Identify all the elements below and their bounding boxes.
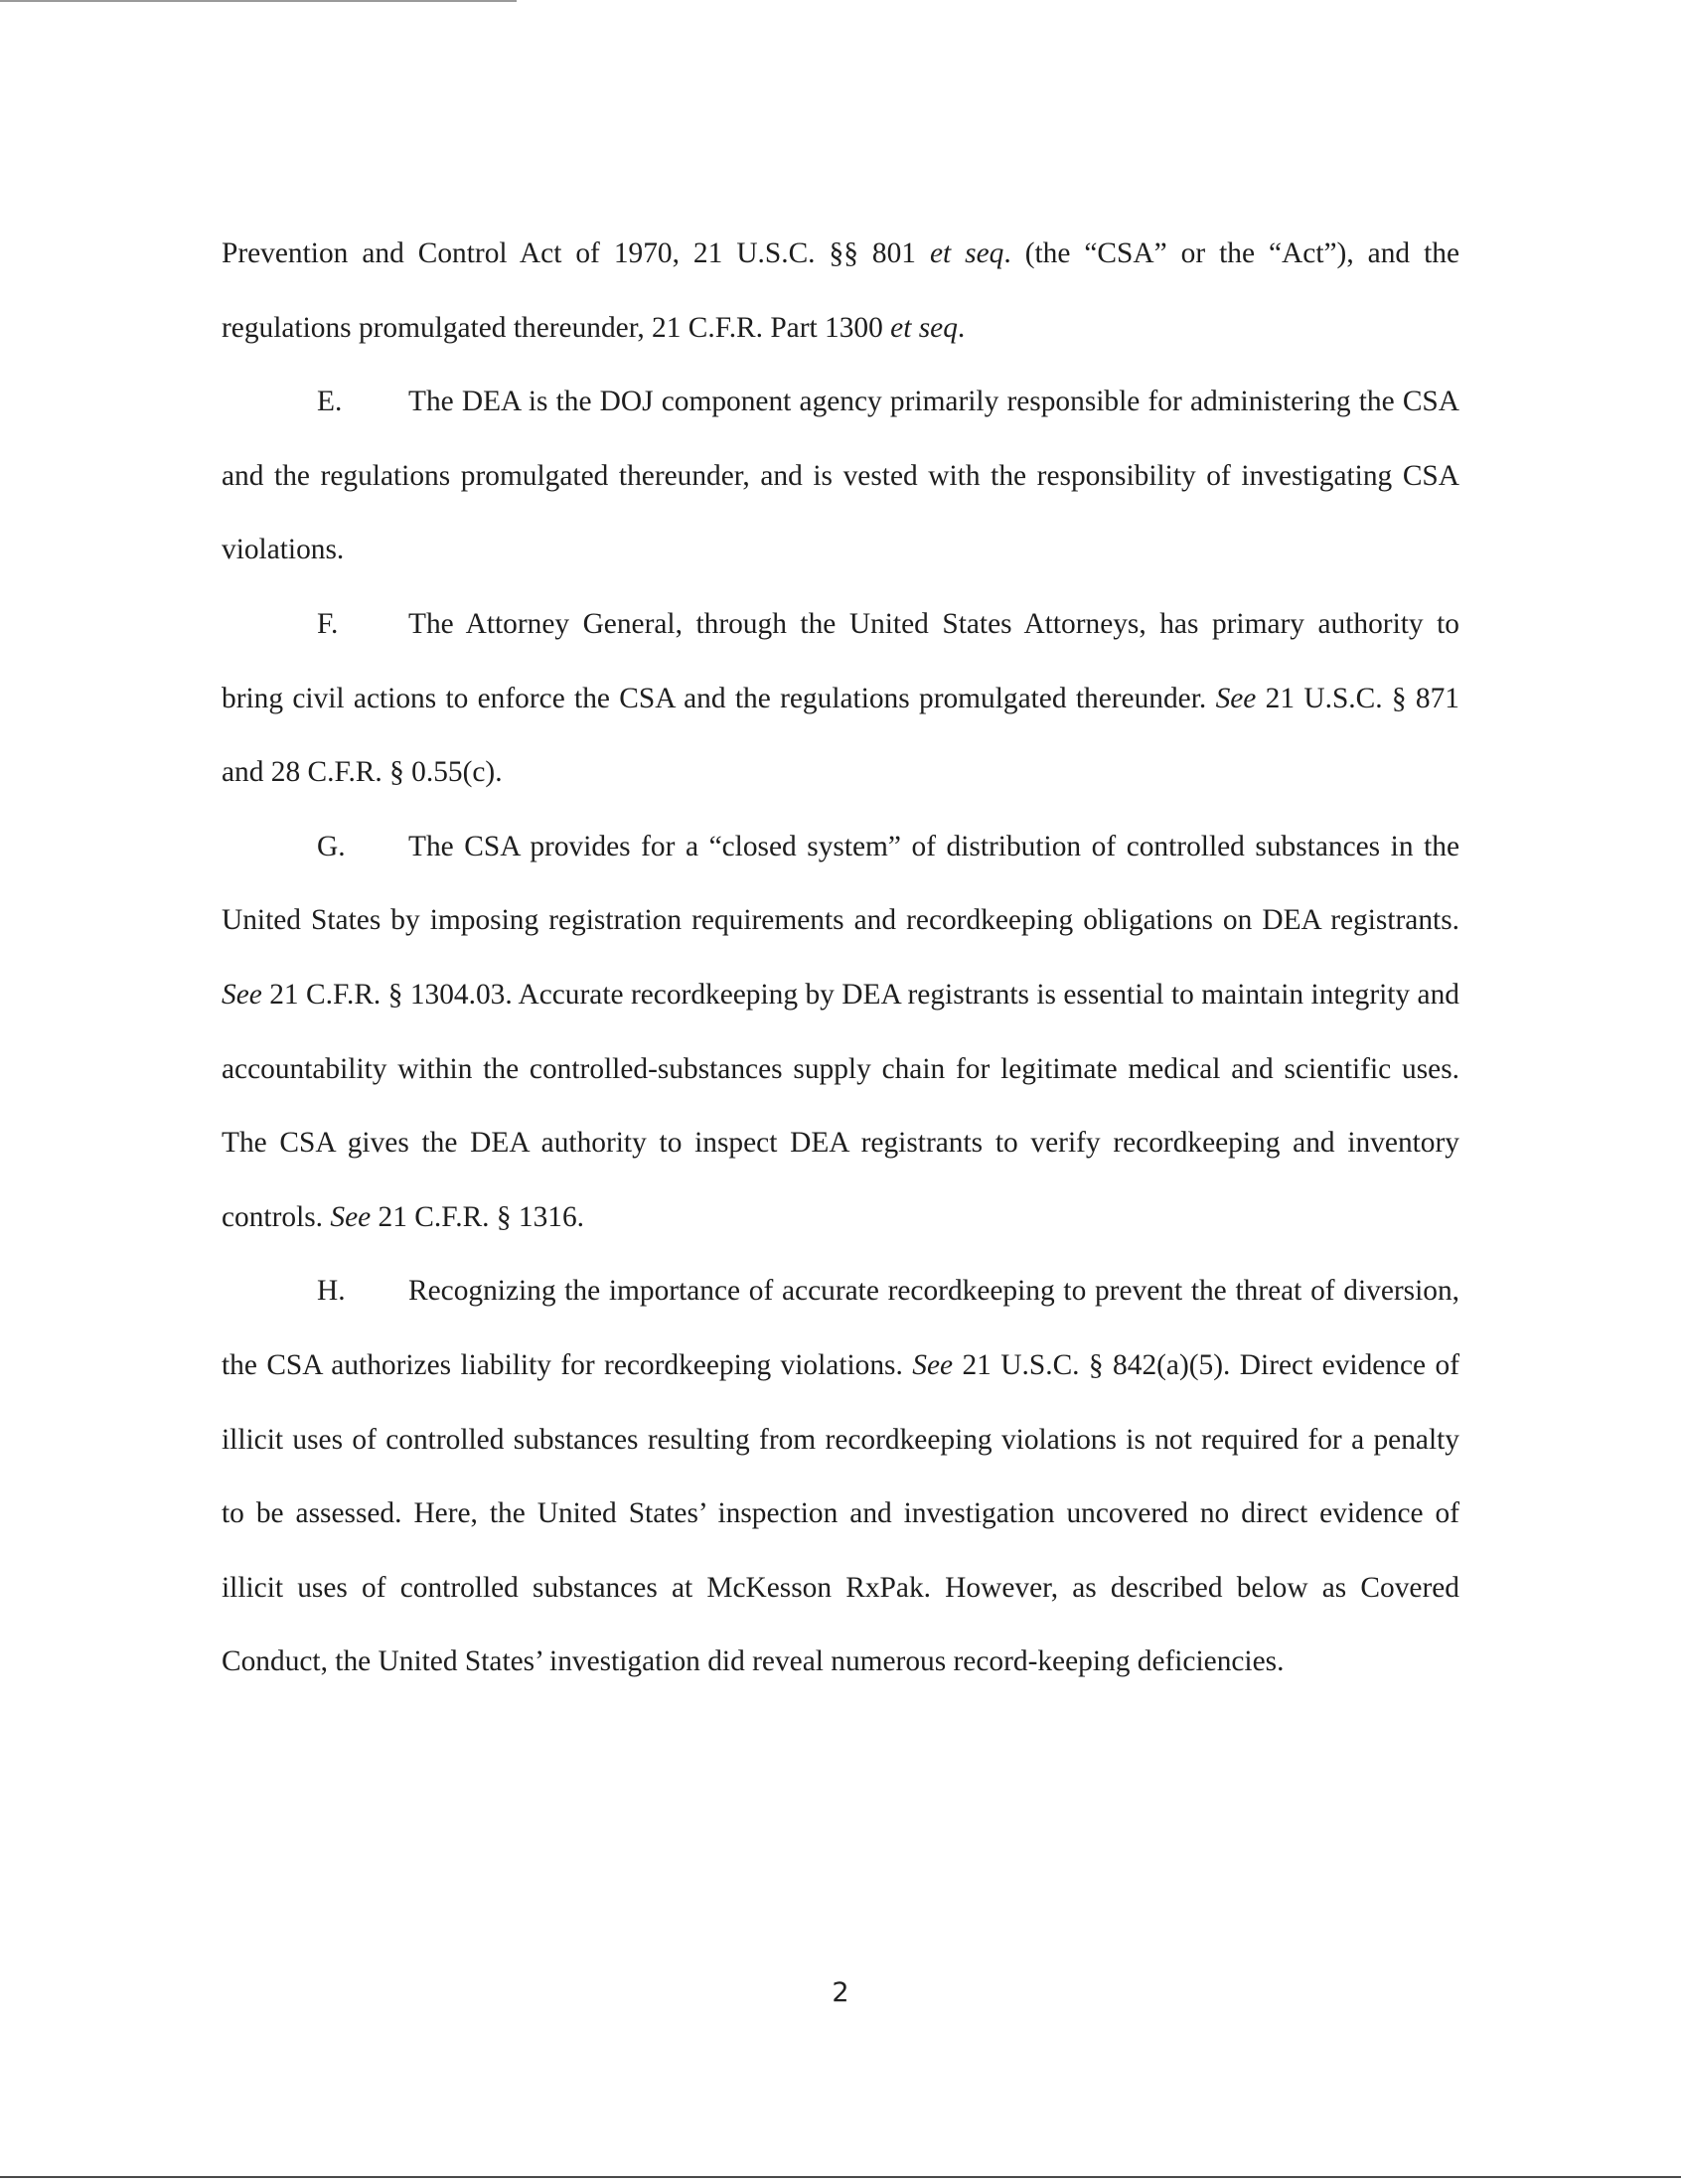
italic-citation: See: [330, 1200, 372, 1233]
text: . (the “CSA” or the “Act”), and the regulations promulgated thereunder, 21 C.F.R. Part 1300: [222, 237, 1459, 344]
paragraph-letter: H.: [317, 1275, 346, 1308]
paragraph-text: 21 C.F.R. § 1316.: [371, 1200, 585, 1233]
document-body: [222, 217, 1459, 1699]
italic-citation: See: [912, 1348, 954, 1381]
paragraph-text: 21 C.F.R. § 1304.03. Accurate recordkeeping by DEA registrants is essential to maintain integrity and accountability within the controlled-substances supply chain for legitimate medical and scientific uses. The CSA gives the DEA authority to inspect DEA registrants to verify recordkeeping and inventory controls.: [222, 978, 1459, 1233]
page-number: 2: [832, 1977, 849, 2008]
paragraph-g: [222, 810, 1459, 1255]
paragraph-f: [222, 587, 1459, 810]
continuation-paragraph: [222, 217, 1459, 365]
scan-edge-top: [0, 0, 517, 2]
paragraph-letter: E.: [317, 386, 343, 418]
paragraph-text: Recognizing the importance of accurate recordkeeping to prevent the threat of diversion, the CSA authorizes liability for recordkeeping violations.: [222, 1275, 1459, 1381]
paragraph-text: The DEA is the DOJ component agency primarily responsible for administering the CSA and the regulations promulgated thereunder, and is vested with the responsibility of investigating CSA violations.: [222, 386, 1459, 566]
italic-citation: See: [1215, 682, 1257, 714]
paragraph-letter: F.: [317, 607, 339, 640]
document-page: [222, 217, 1459, 1699]
paragraph-letter: G.: [317, 830, 346, 862]
italic-citation: See: [222, 978, 262, 1011]
text: Prevention and Control Act of 1970, 21 U.S.C. §§ 801: [222, 237, 930, 269]
italic-citation: et seq: [929, 237, 1004, 269]
paragraph-h: [222, 1254, 1459, 1699]
scan-edge-bottom: [0, 2176, 1681, 2178]
italic-citation: et seq: [890, 311, 958, 344]
paragraph-text: 21 U.S.C. § 871 and 28 C.F.R. § 0.55(c).: [222, 682, 1459, 789]
paragraph-text: The CSA provides for a “closed system” of distribution of controlled substances in the United States by imposing registration requirements and recordkeeping obligations on DEA registrants.: [222, 830, 1459, 937]
paragraph-text: 21 U.S.C. § 842(a)(5). Direct evidence of illicit uses of controlled substances resulting from recordkeeping violations is not required for a penalty to be assessed. Here, the United States’ inspection and investigation uncovered no direct evidence of illicit uses of controlled substances at McKesson RxPak. However, as described below as Covered Conduct, the United States’ investigation did reveal numerous record-keeping deficiencies.: [222, 1348, 1459, 1678]
paragraph-e: [222, 365, 1459, 587]
text: .: [957, 311, 966, 344]
paragraph-text: The Attorney General, through the United States Attorneys, has primary authority to bring civil actions to enforce the CSA and the regulations promulgated thereunder.: [222, 607, 1459, 714]
